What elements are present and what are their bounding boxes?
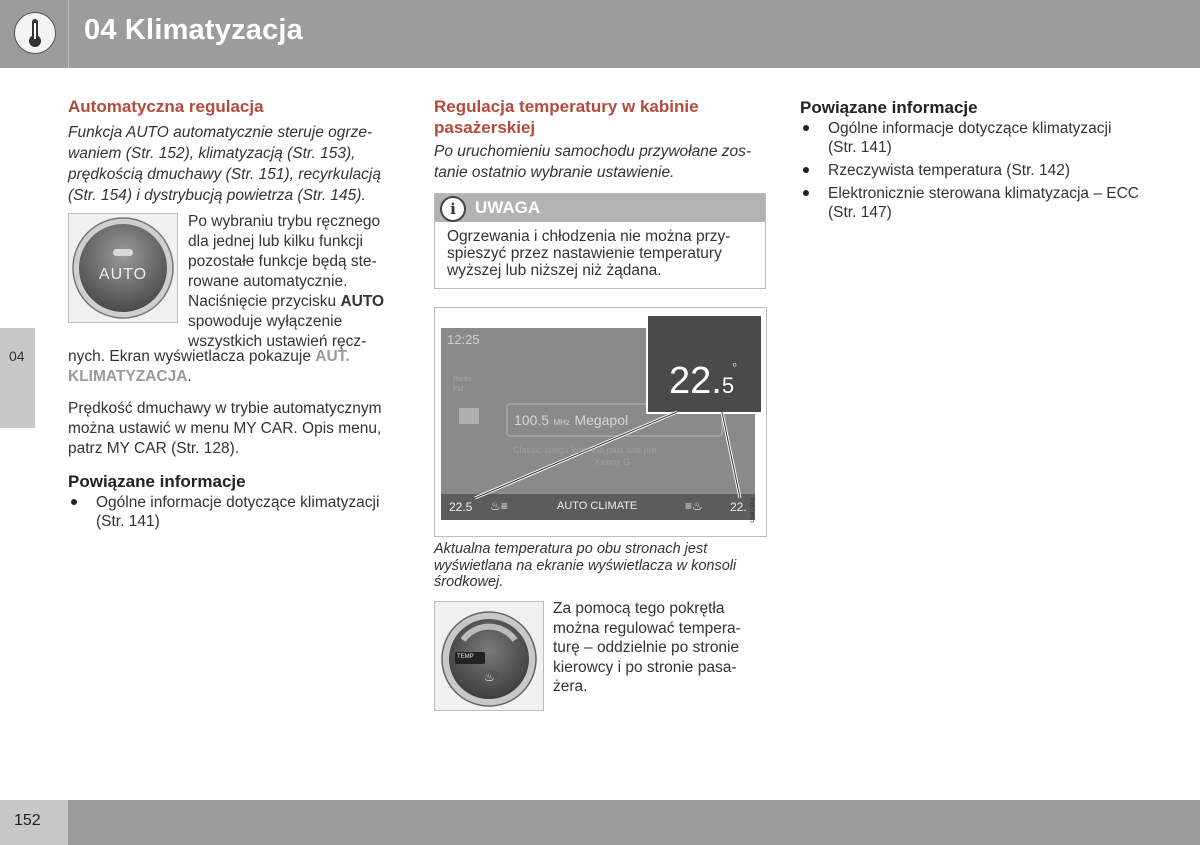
- auto-para-line-3: pozostałe funkcje będą ste-: [188, 253, 377, 270]
- chapter-icon-box: [0, 0, 69, 68]
- knob-text-line-2: można regulować tempera-: [553, 619, 741, 637]
- zoomed-temperature: [669, 360, 734, 403]
- related-list-col1: [68, 493, 403, 531]
- chapter-header: [0, 0, 1200, 68]
- seat-heat-icon: ♨: [484, 670, 495, 684]
- page-number: 152: [14, 812, 41, 829]
- display-left-temp: 22.5: [449, 500, 473, 514]
- display-radio-label: Radio: [453, 376, 472, 383]
- zoom-temp-main: 22.: [669, 360, 722, 402]
- side-tab-label: 04: [9, 348, 25, 364]
- display-text-klimatyzacja: KLIMATYZACJA: [68, 368, 188, 385]
- display-radio-sub: FM: [453, 386, 464, 393]
- column-cabin-temp: [434, 96, 764, 183]
- display-frequency: [514, 412, 628, 430]
- auto-para-tail: [68, 347, 403, 367]
- auto-para-line-4: rowane automatycznie.: [188, 273, 348, 290]
- auto-para-line-7: wszystkich ustawień ręcz-: [188, 333, 367, 350]
- auto-para-line-6: spowoduje wyłączenie: [188, 313, 343, 330]
- chapter-title: 04 Klimatyzacja: [84, 14, 304, 46]
- display-station: Megapol: [574, 412, 629, 428]
- page-number-box: [0, 800, 68, 845]
- auto-button-label: AUTO: [98, 266, 148, 283]
- display-clock: 12:25: [447, 332, 480, 347]
- display-text-aut: AUT.: [315, 348, 350, 365]
- image-code: G047343: [750, 498, 756, 523]
- auto-para-pre: Naciśnięcie przycisku: [188, 293, 341, 310]
- seat-heat-right-icon: ≡♨: [685, 499, 703, 513]
- auto-intro-text: Funkcja AUTO automatycznie steruje ogrzewaniem (Str. 152), klimatyzacją (Str. 153), prędkością dmuchawy (Str. 151), recyrkulacją (Str. 154) i dystrybucją powietrza (Str. 145).: [68, 124, 381, 204]
- center-display-image: [434, 307, 767, 537]
- related-heading-col1: Powiązane informacje: [68, 472, 246, 491]
- display-mode-label: AUTO CLIMATE: [557, 500, 638, 512]
- section-heading-auto: Automatyczna regulacja: [68, 97, 264, 116]
- temp-knob-image: [434, 601, 544, 711]
- zoom-degree-symbol: °: [732, 360, 738, 375]
- footer-bar: [0, 800, 1200, 845]
- knob-text-line-3: turę – oddzielnie po stronie: [553, 639, 740, 656]
- auto-para-tail-wrap: [68, 347, 403, 535]
- column-related: [800, 98, 1140, 226]
- related-link[interactable]: Rzeczywista temperatura (Str. 142): [800, 161, 1140, 180]
- auto-para-bold: AUTO: [340, 293, 385, 310]
- warning-title: UWAGA: [475, 198, 541, 217]
- auto-para-line-5: [188, 292, 403, 312]
- auto-para-tail-2: [68, 367, 403, 387]
- thermometer-icon: [14, 12, 56, 54]
- auto-para-end: .: [187, 368, 192, 385]
- related-heading-col3: Powiązane informacje: [800, 98, 978, 117]
- knob-temp-label: TEMP: [457, 654, 474, 660]
- auto-para-line-1: Po wybraniu trybu ręcznego: [188, 213, 381, 230]
- knob-text-line-5: żera.: [553, 678, 588, 695]
- warning-text: Ogrzewania i chłodzenia nie można przyspieszyć przez nastawienie temperatury wyższej lub niższej niż żądana.: [447, 228, 731, 279]
- auto-para-wrap: [188, 212, 403, 352]
- chapter-side-tab: [0, 328, 35, 428]
- knob-text-line-1: Za pomocą tego pokrętła: [553, 600, 725, 617]
- warning-box: [434, 193, 766, 289]
- display-right-temp: 22.: [730, 500, 747, 514]
- fan-speed-text: Prędkość dmuchawy w trybie automatycznym można ustawić w menu MY CAR. Opis menu, patrz MY CAR (Str. 128).: [68, 400, 382, 457]
- column-auto-regulation: [68, 96, 398, 206]
- auto-button-image: [68, 213, 178, 323]
- display-caption: Aktualna temperatura po obu stronach jest wyświetlana na ekranie wyświetlacza w konsoli środkowej.: [434, 541, 737, 590]
- display-info-text: Classic songs from the past and pre: [513, 445, 657, 455]
- auto-para-line-2: dla jednej lub kilku funkcji: [188, 233, 363, 250]
- display-freq-unit: MHz: [553, 418, 570, 427]
- section-heading-temp: Regulacja temperatury w kabinie pasażerskiej: [434, 97, 699, 137]
- related-list-col3: [800, 119, 1140, 222]
- warning-header: [435, 194, 765, 222]
- zoom-temp-decimal: 5: [721, 373, 735, 398]
- auto-para-tail-text: nych. Ekran wyświetlacza pokazuje: [68, 348, 316, 365]
- knob-text-line-4: kierowcy i po stronie pasa-: [553, 658, 737, 676]
- knob-text-wrap: [553, 599, 768, 697]
- display-freq-value: 100.5: [514, 412, 550, 428]
- related-link[interactable]: Ogólne informacje dotyczące klimatyzacji (Str. 141): [800, 119, 1140, 157]
- related-link[interactable]: Elektronicznie sterowana klimatyzacja – ECC (Str. 147): [800, 184, 1140, 222]
- display-info-sub: Kenny G: [595, 457, 631, 467]
- temp-intro-text: Po uruchomieniu samochodu przywołane zostanie ostatnio wybranie ustawienie.: [434, 143, 752, 181]
- seat-heat-left-icon: ♨≡: [490, 499, 508, 513]
- related-link[interactable]: Ogólne informacje dotyczące klimatyzacji (Str. 141): [68, 493, 403, 531]
- info-icon: i: [440, 196, 466, 222]
